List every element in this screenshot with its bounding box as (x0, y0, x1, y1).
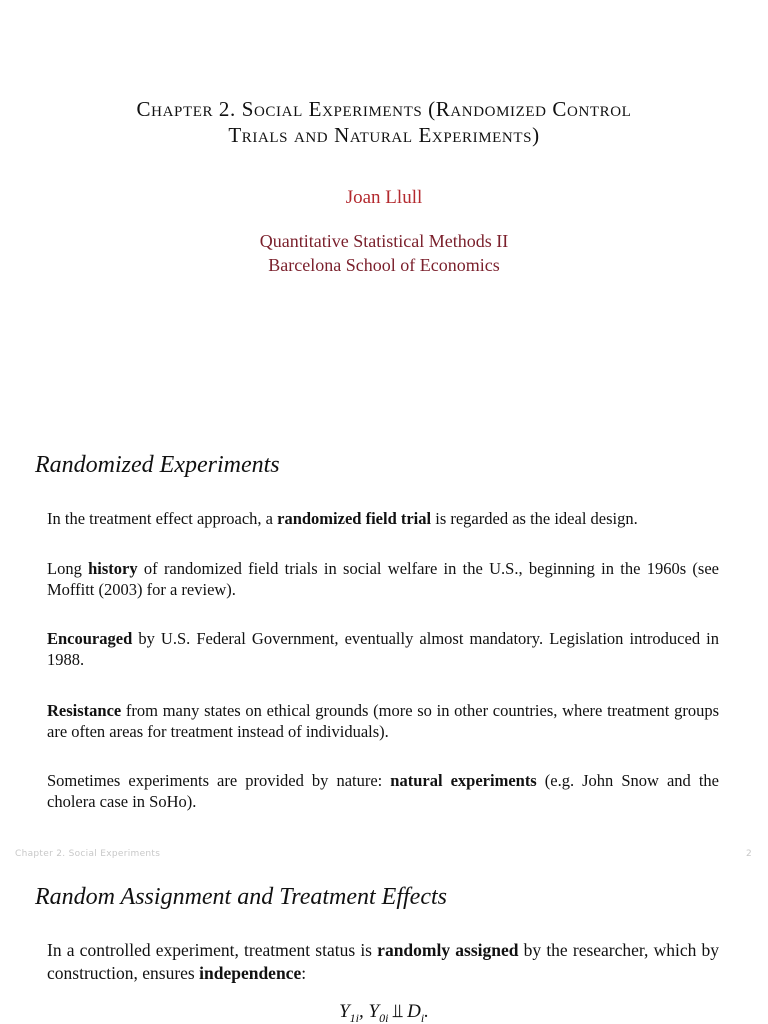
slide-randomized-experiments (0, 430, 768, 865)
footer-chapter: Chapter 2. Social Experiments (15, 849, 161, 859)
bold-term: natural experiments (390, 771, 537, 790)
eq-subscript: 1i (349, 1010, 359, 1024)
bold-term: randomized field trial (277, 509, 432, 528)
author-name: Joan Llull (345, 187, 423, 208)
paragraph-encouraged (47, 628, 719, 670)
independence-equation (0, 1001, 768, 1024)
eq-separator: , (358, 1001, 369, 1022)
paragraph-history (47, 558, 719, 600)
text-run: Sometimes experiments are provided by nature: (47, 771, 391, 790)
bold-term: Encouraged (47, 629, 133, 648)
presentation-title-line-2: Trials and Natural Experiments) (228, 123, 540, 147)
paragraph-resistance (47, 700, 719, 742)
text-run: of randomized field trials in social welfare in the U.S., beginning in the 1960s (see Moffitt (2003) for a review). (47, 559, 719, 599)
footer-page-number: 2 (745, 849, 752, 859)
eq-symbol: D (407, 1001, 421, 1022)
bold-term: Resistance (47, 701, 122, 720)
slide-heading: Random Assignment and Treatment Effects (35, 884, 447, 910)
text-run: is regarded as the ideal design. (431, 509, 638, 528)
eq-subscript: i (420, 1010, 425, 1024)
eq-subscript: 0i (379, 1010, 389, 1024)
text-run: (e.g. John Snow and the cholera case in SoHo). (47, 771, 719, 811)
slide-random-assignment (0, 865, 768, 1024)
text-run: Long (47, 559, 89, 578)
bold-term: history (88, 559, 138, 578)
bold-term: independence (199, 963, 302, 983)
text-run: In the treatment effect approach, a (47, 509, 278, 528)
text-run: In a controlled experiment, treatment status is (47, 940, 378, 960)
title-slide (0, 0, 768, 430)
independence-symbol: ⫫ (392, 1001, 404, 1022)
paragraph-randomized-field-trial (47, 508, 719, 529)
bold-term: randomly assigned (377, 940, 519, 960)
course-name: Quantitative Statistical Methods II (259, 231, 509, 251)
paragraph-natural-experiments (47, 770, 719, 812)
eq-symbol: Y (368, 1001, 380, 1022)
eq-symbol: Y (339, 1001, 350, 1022)
eq-end: . (424, 1001, 429, 1022)
paragraph-controlled-experiment (47, 939, 719, 985)
slide-heading: Randomized Experiments (35, 452, 280, 478)
text-run: from many states on ethical grounds (more so in other countries, where treatment groups are often areas for treatment instead of individuals). (47, 701, 719, 741)
presentation-title-line-1: Chapter 2. Social Experiments (Randomized Control (136, 97, 632, 121)
text-run: : (301, 963, 307, 983)
institution-name: Barcelona School of Economics (268, 255, 500, 275)
text-run: by the researcher, which by construction, ensures (47, 940, 720, 983)
text-run: by U.S. Federal Government, eventually almost mandatory. Legislation introduced in 1988. (47, 629, 719, 669)
